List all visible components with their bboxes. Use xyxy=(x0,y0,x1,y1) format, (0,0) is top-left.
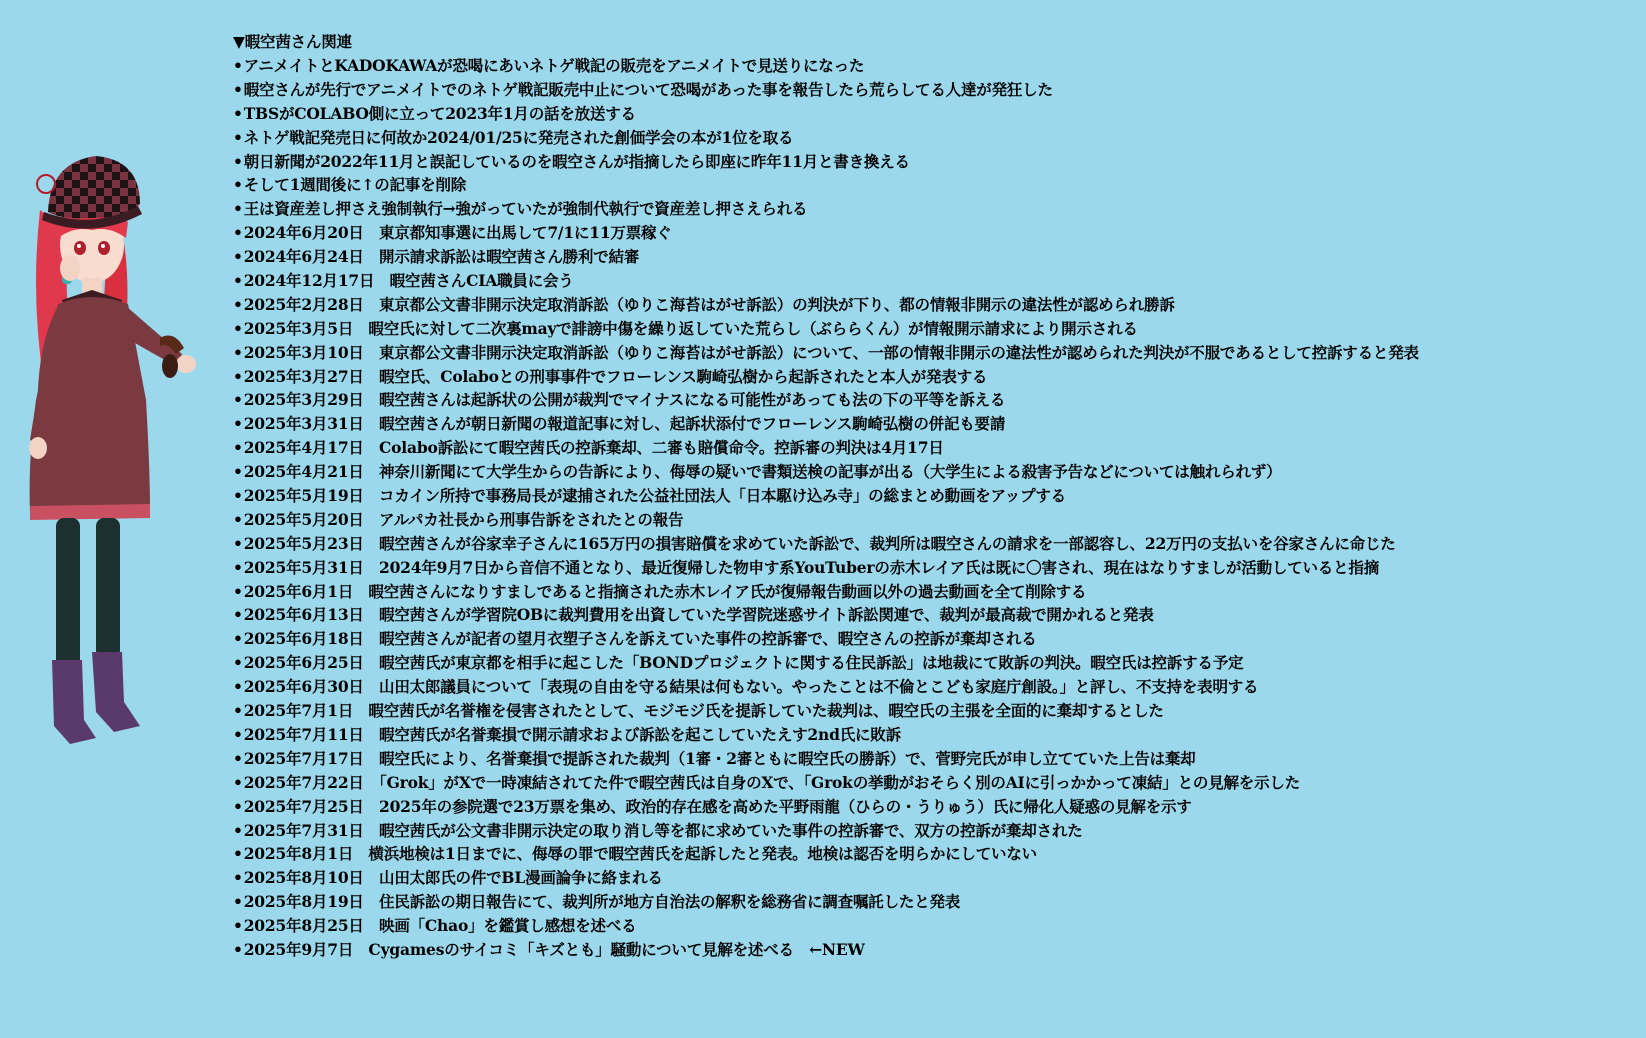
list-item: • 王は資産差し押さえ強制執行→強がっていたが強制代執行で資産差し押さえられる xyxy=(233,197,1633,221)
list-item: • 2025年4月17日 Colabo訴訟にて暇空茜氏の控訴棄却、二審も賠償命令。控訴審の判決は4月17日 xyxy=(233,436,1633,460)
list-item: • 2025年6月13日 暇空茜さんが学習院OBに裁判費用を出資していた学習院迷惑サイト訴訟関連で、裁判が最高裁で開かれると発表 xyxy=(233,603,1633,627)
list-item: • 2025年8月25日 映画「Chao」を鑑賞し感想を述べる xyxy=(233,914,1633,938)
list-item: • 2025年7月17日 暇空氏により、名誉棄損で提訴された裁判（1審・2審ともに暇空氏の勝訴）で、菅野完氏が申し立てていた上告は棄却 xyxy=(233,747,1633,771)
list-item: • ネトゲ戦記発売日に何故か2024/01/25に発売された創価学会の本が1位を取る xyxy=(233,126,1633,150)
list-item: • 2024年6月24日 開示請求訴訟は暇空茜さん勝利で結審 xyxy=(233,245,1633,269)
list-item: • 2025年3月29日 暇空茜さんは起訴状の公開が裁判でマイナスになる可能性があっても法の下の平等を訴える xyxy=(233,388,1633,412)
list-item: • 2025年7月31日 暇空茜氏が公文書非開示決定の取り消し等を都に求めていた事件の控訴審で、双方の控訴が棄却された xyxy=(233,819,1633,843)
list-item: • 2025年8月19日 住民訴訟の期日報告にて、裁判所が地方自治法の解釈を総務省に調査嘱託したと発表 xyxy=(233,890,1633,914)
list-item: • 2025年4月21日 神奈川新聞にて大学生からの告訴により、侮辱の疑いで書類送検の記事が出る（大学生による殺害予告などについては触れられず） xyxy=(233,460,1633,484)
list-item: • 2025年2月28日 東京都公文書非開示決定取消訴訟（ゆりこ海苔はがせ訴訟）の判決が下り、都の情報非開示の違法性が認められ勝訴 xyxy=(233,293,1633,317)
list-item: • 2025年6月18日 暇空茜さんが記者の望月衣塑子さんを訴えていた事件の控訴審で、暇空さんの控訴が棄却される xyxy=(233,627,1633,651)
list-item: • 2024年12月17日 暇空茜さんCIA職員に会う xyxy=(233,269,1633,293)
list-item: • 2025年6月1日 暇空茜さんになりすましであると指摘された赤木レイア氏が復帰報告動画以外の過去動画を全て削除する xyxy=(233,580,1633,604)
list-item: • 2025年6月30日 山田太郎議員について「表現の自由を守る結果は何もない。やったことは不倫とこども家庭庁創設。」と評し、不支持を表明する xyxy=(233,675,1633,699)
list-item: • 2024年6月20日 東京都知事選に出馬して7/1に11万票稼ぐ xyxy=(233,221,1633,245)
list-item: • 2025年5月19日 コカイン所持で事務局長が逮捕された公益社団法人「日本駆け込み寺」の総まとめ動画をアップする xyxy=(233,484,1633,508)
list-item: • 2025年3月10日 東京都公文書非開示決定取消訴訟（ゆりこ海苔はがせ訴訟）について、一部の情報非開示の違法性が認められた判決が不服であるとして控訴すると発表 xyxy=(233,341,1633,365)
list-item: • 2025年5月23日 暇空茜さんが谷家幸子さんに165万円の損害賠償を求めていた訴訟で、裁判所は暇空さんの請求を一部認容し、22万円の支払いを谷家さんに命じた xyxy=(233,532,1633,556)
list-item: • 2025年5月20日 アルパカ社長から刑事告訴をされたとの報告 xyxy=(233,508,1633,532)
list-item: • 2025年3月31日 暇空茜さんが朝日新聞の報道記事に対し、起訴状添付でフローレンス駒崎弘樹の併記も要請 xyxy=(233,412,1633,436)
list-item: • 2025年5月31日 2024年9月7日から音信不通となり、最近復帰した物申す系YouTuberの赤木レイア氏は既に〇害され、現在はなりすましが活動していると指摘 xyxy=(233,556,1633,580)
list-item: • 2025年3月5日 暇空氏に対して二次裏mayで誹謗中傷を繰り返していた荒らし（ぶららくん）が情報開示請求により開示される xyxy=(233,317,1633,341)
list-item: • 2025年8月1日 横浜地検は1日までに、侮辱の罪で暇空茜氏を起訴したと発表。地検は認否を明らかにしていない xyxy=(233,842,1633,866)
list-item: • 2025年6月25日 暇空茜氏が東京都を相手に起こした「BONDプロジェクトに関する住民訴訟」は地裁にて敗訴の判決。暇空氏は控訴する予定 xyxy=(233,651,1633,675)
character-illustration xyxy=(0,140,230,780)
news-list xyxy=(233,54,1633,962)
list-item: • TBSがCOLABO側に立って2023年1月の話を放送する xyxy=(233,102,1633,126)
list-item: • 朝日新聞が2022年11月と誤記しているのを暇空さんが指摘したら即座に昨年11月と書き換える xyxy=(233,150,1633,174)
list-item: • 2025年7月11日 暇空茜氏が名誉棄損で開示請求および訴訟を起こしていたえす2nd氏に敗訴 xyxy=(233,723,1633,747)
list-item: • 暇空さんが先行でアニメイトでのネトゲ戦記販売中止について恐喝があった事を報告したら荒らしてる人達が発狂した xyxy=(233,78,1633,102)
list-item: • 2025年7月1日 暇空茜氏が名誉権を侵害されたとして、モジモジ氏を提訴していた裁判は、暇空氏の主張を全面的に棄却するとした xyxy=(233,699,1633,723)
list-item: • 2025年3月27日 暇空氏、Colaboとの刑事事件でフローレンス駒崎弘樹から起訴されたと本人が発表する xyxy=(233,365,1633,389)
related-news-panel xyxy=(233,30,1633,962)
section-heading: ▼暇空茜さん関連 xyxy=(233,32,352,51)
list-item: • 2025年8月10日 山田太郎氏の件でBL漫画論争に絡まれる xyxy=(233,866,1633,890)
list-item: • 2025年9月7日 Cygamesのサイコミ「キズとも」騒動について見解を述べる ←NEW xyxy=(233,938,1633,962)
list-item: • アニメイトとKADOKAWAが恐喝にあいネトゲ戦記の販売をアニメイトで見送りになった xyxy=(233,54,1633,78)
list-item: • 2025年7月25日 2025年の参院選で23万票を集め、政治的存在感を高めた平野雨龍（ひらの・うりゅう）氏に帰化人疑惑の見解を示す xyxy=(233,795,1633,819)
list-item: • 2025年7月22日 「Grok」がXで一時凍結されてた件で暇空茜氏は自身のXで、「Grokの挙動がおそらく別のAIに引っかかって凍結」との見解を示した xyxy=(233,771,1633,795)
list-item: • そして1週間後に↑の記事を削除 xyxy=(233,173,1633,197)
